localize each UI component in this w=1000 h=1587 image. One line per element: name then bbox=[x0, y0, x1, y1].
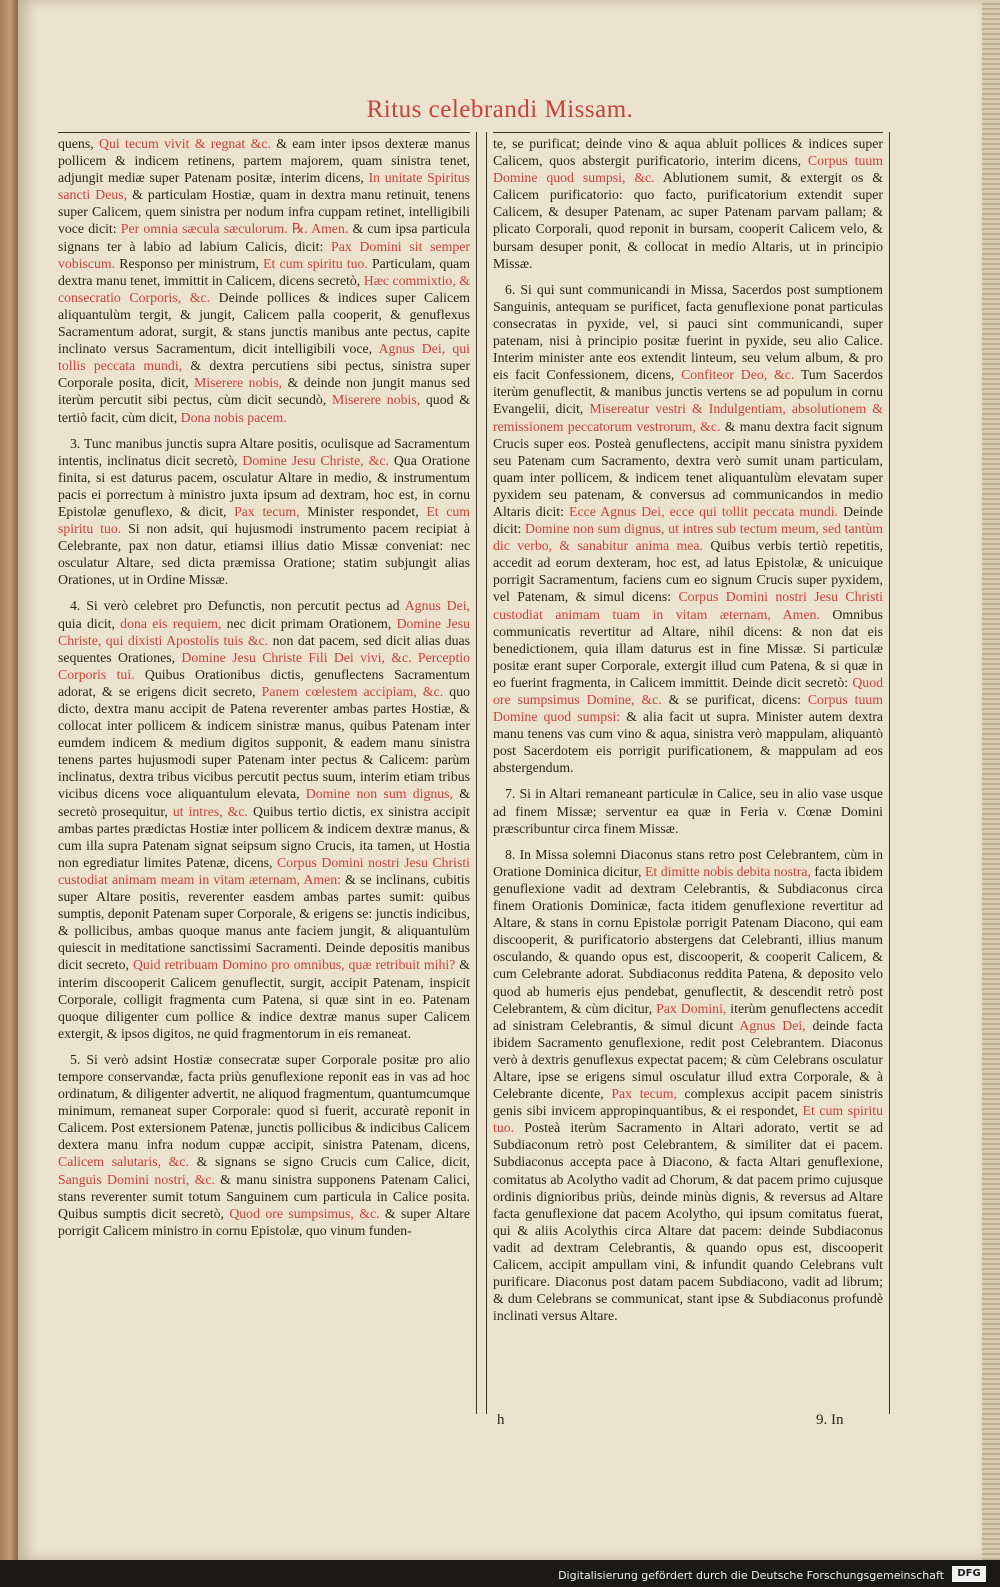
rubric-text: Qui tecum vivit & regnat &c. bbox=[98, 136, 271, 151]
body-text: 7. Si in Altari remaneant particulæ in Calice, seu in alio vase usque ad finem Missæ; serventur ea quæ in Feria v. Cœnæ Domini præscribuntur circa finem Missæ. bbox=[493, 786, 883, 836]
rubric-text: Sanguis Domini nostri, &c. bbox=[58, 1171, 215, 1187]
rubric-text: Calicem salutaris, &c. bbox=[58, 1154, 189, 1170]
body-text: & se inclinans, cubitis super Altare positis, reverenter easdem ambas partes sumit: quibus sumptis, deponit Patenam super Corporale, & erigens se: junctis indicibus, & pollicibus, ambas quoque manus ante faciem jungit, & aliquantulùm quiescit in meditatione sanctissimi Sacramenti. Deinde depositis manibus dicit secreto, bbox=[58, 871, 470, 973]
body-text: quens, bbox=[58, 136, 99, 151]
body-text: Omnibus communicatis revertitur ad Altare, nihil dicens: & non dat eis benedictionem, quia illam daturus est in fine Missæ. Si particulæ positæ erant super Corporale, extergit illud cum Patena, & si quæ in eo fuerint fragmenta, in Calicem immittit. Deinde dicit secretò: bbox=[493, 606, 883, 690]
rubric-text: Pax tecum, bbox=[234, 503, 300, 519]
rubric-text: Panem cœlestem accipiam, &c. bbox=[261, 683, 444, 699]
rubric-text: Pax Domini sit semper vobiscum. bbox=[58, 238, 470, 271]
rubric-text: Per omnia sæcula sæculorum. ℞. Amen. bbox=[120, 221, 349, 237]
body-text: Ablutionem sumit, & extergit os & Calicem purificatorio: quo facto, purificatorium extendit super Calicem, & desuper Patenam, ac super Patenam parvam pallam; & plicato Corporali, quod reponit in bursam, cooperit Calicem velo, & bursam desuper ponit, & collocat in medio Altaris, ut in principio Missæ. bbox=[493, 170, 883, 271]
rubric-text: Et cum spiritu tuo. bbox=[493, 1103, 883, 1136]
column-rule bbox=[493, 132, 883, 133]
body-text: Si non adsit, qui hujusmodi instrumento pacem recipiat à Celebrante, pax non datur, etiamsi illius datio Missæ conveniat: nec osculatur Altare, sed dicta præmissa Oratione; statim subjungit alias Orationes, ut in Ordine Missæ. bbox=[58, 521, 471, 588]
body-text: Minister respondet, bbox=[299, 503, 427, 519]
body-text: & secretò prosequitur, bbox=[58, 786, 470, 819]
body-text: & alia facit ut supra. Minister autem dextra manu tenens vas cum vino & aqua, sinistra verò mappulam, aliquantò post Sacerdotem eis porrigit purificationem, & mappulam ad eos abstergendum. bbox=[493, 709, 884, 776]
rubric-text: Agnus Dei, bbox=[404, 598, 470, 614]
body-text: nec dicit primam Orationem, bbox=[221, 615, 397, 631]
rubric-text: In unitate Spiritus sancti Deus, bbox=[58, 170, 470, 203]
paragraph bbox=[493, 281, 883, 777]
paragraph bbox=[58, 435, 470, 589]
rubric-text: Misereatur vestri & Indulgentiam, absolutionem & remissionem peccatorum vestrorum, &c. bbox=[493, 401, 883, 434]
body-text: deinde facta ibidem Sacramento genuflexione, redit post Celebrantem. Diaconus verò à dextris genuflexus expectat pacem; & cùm Celebrans osculatur Altare, ipse se erigens simul osculatur illud extra Corporale, & à Celebrante dicente, bbox=[493, 1017, 883, 1102]
rubric-text: Domine Jesu Christe Fili Dei vivi, &c. Perceptio Corporis tui. bbox=[58, 649, 471, 682]
column-rule bbox=[58, 132, 470, 133]
rubric-text: Domine Jesu Christe, qui dixisti Apostolis tuis &c. bbox=[58, 615, 470, 648]
body-text: Quibus Orationibus dictis, genuflectens Sacramentum adorat, & se erigens dicit secreto, bbox=[58, 666, 470, 699]
body-text: & deinde non jungit manus sed iterùm percutit sibi pectus, cùm dicit secundò, bbox=[58, 375, 470, 408]
rubric-text: Miserere nobis, bbox=[332, 392, 421, 408]
body-text: quia dicit, bbox=[58, 615, 121, 631]
paragraph bbox=[58, 1051, 470, 1239]
body-text: & signans se signo Crucis cum Calice, dicit, bbox=[188, 1154, 471, 1170]
rubric-text: Confiteor Deo, &c. bbox=[681, 367, 795, 383]
rubric-text: Agnus Dei, qui tollis peccata mundi, bbox=[58, 341, 470, 374]
body-text: Qua Oratione finita, si est daturus pacem, osculatur Altare in medio, & instrumentum pacis ei porrectum à ministro juxta ipsum ad dextram, hoc est, in cornu Epistolæ genuflexo, & dicit, bbox=[58, 452, 471, 519]
body-text: facta ibidem genuflexione vadit ad dextram Celebrantis, & Subdiaconus circa finem Orationis Dominicæ, facta itidem genuflexione revertitur ad Altare, & stans in cornu Epistolæ porrigit Patenam Diacono, qui eam discooperit, & purificatorio abstergens dat Celebranti, illius manum osculando, & quando opus est, discooperit, & cooperit Calicem, & cum Celebrante adorat. Subdiaconus reddita Patena, & deposito velo quod ab humeris ejus pendebat, genuflectit, & descendit retrò post Celebrantem, & cùm dicitur, bbox=[493, 863, 883, 1016]
body-text: complexus accipit pacem sinistris genis sibi invicem appropinquantibus, & ei respondet, bbox=[493, 1086, 883, 1119]
paragraph bbox=[58, 135, 470, 426]
rubric-text: Pax tecum, bbox=[611, 1086, 677, 1102]
body-text: 8. In Missa solemni Diaconus stans retro post Celebrantem, cùm in Oratione Dominica dicitur, bbox=[493, 846, 883, 879]
rubric-text: ut intres, &c. bbox=[172, 803, 248, 819]
paragraph bbox=[493, 135, 883, 272]
rubric-text: Domine non sum dignus, ut intres sub tectum meum, sed tantùm dic verbo, & sanabitur anima mea. bbox=[493, 521, 883, 554]
digitization-credit: Digitalisierung gefördert durch die Deutsche Forschungsgemeinschaft bbox=[558, 1569, 944, 1582]
body-text: & particulam Hostiæ, quam in dextra manu retinuit, tenens super Calicem, quem sinistra per nodum infra cuppam retinet, intelligibili voce dicit: bbox=[58, 187, 471, 237]
body-text: & se purificat, dicens: bbox=[661, 692, 808, 707]
paragraph bbox=[493, 846, 883, 1325]
body-text: te, se purificat; deinde vino & aqua abluit pollices & indices super Calicem, quos abstergit purificatorio, interim dicens, bbox=[493, 136, 883, 169]
rubric-text: Corpus tuum Domine quod sumpsi: bbox=[493, 692, 883, 725]
rubric-text: Agnus Dei, bbox=[739, 1017, 806, 1033]
body-text: Posteà iterùm Sacramento in Altari adorato, vertit se ad Subdiaconum retrò post Celebrantem, & similiter dat ei pacem. Subdiaconus accepta pace à Diacono, & facta Altari genuflexione, comitatus ab Acolytho vadit ad Chorum, & dat pacem primo cujusque ordinis dignioribus priùs, deinde minùs dignis, & reversus ad Altare facta genuflexione dat pacem Acolytho, qui ipsum comitatus fuerat, qui & aliis Acolythis circa Altare dat pacem: deinde Subdiaconus vadit ad dextram Celebrantis, & quando opus est, discooperit Calicem, accipit ampullam vini, & infundit quando Celebrans vult purificare. Diaconus post datam pacem Subdiacono, vadit ad librum; & dum Celebrans se communicat, stant ipse & Subdiaconus profundè inclinati versus Altare. bbox=[493, 1120, 883, 1324]
signature-mark: h bbox=[497, 1412, 505, 1428]
body-text: Responso per ministrum, bbox=[115, 255, 264, 271]
rubric-text: Miserere nobis, bbox=[194, 375, 283, 391]
body-text: 6. Si qui sunt communicandi in Missa, Sacerdos post sumptionem Sanguinis, antequam se purificet, facta genuflexione ponat particulas consecratas in pyxide, vel, si pauci sint communicandi, super patenam, nisi à principio positæ fuerint in pyxide, seu alio Calice. Interim minister ante eos extendit linteum, seu velum album, & pro eis facit Confessionem, dicens, bbox=[493, 281, 883, 383]
right-column bbox=[486, 132, 890, 1414]
body-text: & manu sinistra supponens Patenam Calici, stans reverenter sumit totum Sanguinem cum particula in Calice posita. Quibus sumptis dicit secretò, bbox=[58, 1171, 470, 1221]
rubric-text: Domine Jesu Christe, &c. bbox=[242, 452, 389, 468]
body-text: iterùm genuflectens accedit ad sinistram Celebrantis, & simul dicunt bbox=[493, 1000, 883, 1033]
body-text: & dextra percutiens sibi pectus, sinistra super Corporale posita, dicit, bbox=[58, 358, 470, 391]
body-text: & super Altare porrigit Calicem ministro in cornu Epistolæ, quo vinum funden- bbox=[58, 1205, 470, 1238]
rubric-text: Quod ore sumpsimus, &c. bbox=[229, 1205, 380, 1221]
paragraph bbox=[58, 597, 470, 1041]
body-text: Particulam, quam dextra manu tenet, immittit in Calicem, dicens secretò, bbox=[58, 255, 470, 288]
body-text: & manu dextra facit signum Crucis super eos. Posteà genuflectens, accipit manu sinistra pyxidem seu Patenam cum Sacramento, dextra verò sumit unam particulam, quam inter pollicem, & indicem tenet aliquantulùm elevatam super pyxidem seu patenam, & conversus ad communicandos in medio Altaris dicit: bbox=[493, 418, 883, 519]
body-text: Tum Sacerdos iterùm genuflectit, & manibus junctis vertens se ad populum in cornu Evangelii, dicit, bbox=[493, 367, 884, 417]
body-text: & interim discooperit Calicem genuflectit, surgit, accipit Patenam, inspicit Corporale, colligit fragmenta cum Patena, si quæ sint in eo. Patenam quoque diligenter cum pollice & indice dextræ manus super Calicem extergit, & ipsos digitos, ne quid fragmentorum in eis remaneat. bbox=[58, 957, 470, 1041]
rubric-text: Et cum spiritu tuo. bbox=[58, 503, 470, 537]
rubric-text: Corpus Domini nostri Jesu Christi custodiat animam meam in vitam æternam, Amen: bbox=[58, 854, 470, 887]
body-text: 3. Tunc manibus junctis supra Altare positis, oculisque ad Sacramentum intentis, inclinatus dicit secretò, bbox=[58, 435, 470, 468]
body-text: Quibus verbis tertiò repetitis, accedit ad eorum dexteram, hoc est, ad latus Epistolæ, & unicuique porrigit Sacramentum, faciens cum eo signum Crucis super pyxidem, vel Patenam, & simul dicens: bbox=[493, 538, 883, 605]
page-title: Ritus celebrandi Missam. bbox=[366, 96, 634, 123]
dfg-logo: DFG bbox=[952, 1566, 986, 1582]
rubric-text: Pax Domini, bbox=[656, 1000, 727, 1016]
body-text: 5. Si verò adsint Hostiæ consecratæ super Corporale positæ pro alio tempore conservandæ, facta priùs genuflexione reponit eas in vas ad hoc ordinatum, & diligenter advertit, ne aliquod fragmentum, quantumcumque minimum, remaneat super Corporale: quod si fuerit, accuratè reponit in Calicem. Post extersionem Patenæ, junctis pollicibus & indicibus Calicem dextera manu infra nodum cuppæ accipit, sinistra Patenam, dicens, bbox=[58, 1051, 470, 1153]
body-text: Quibus tertio dictis, ex sinistra accipit ambas partes prædictas Hostiæ inter pollicem & indicem dextræ manus, & cum illa supra Patenam signat seipsum signo Crucis, ita tamen, ut Hostia non egrediatur limites Patenæ, dicens, bbox=[58, 803, 470, 870]
rubric-text: dona eis requiem, bbox=[120, 615, 222, 631]
rubric-text: Quod ore sumpsimus Domine, &c. bbox=[493, 674, 883, 707]
rubric-text: Dona nobis pacem. bbox=[180, 409, 287, 425]
body-text: non dat pacem, sed dicit alias duas sequentes Orationes, bbox=[58, 632, 470, 665]
body-text: Deinde pollices & indices super Calicem aliquantulùm tergit, & jungit, Calicem palla cooperit, & genuflexus Sacramentum adorat, surgit, & stans junctis manibus ante pectus, capite inclinato versus Sacramentum, dicit intelligibili voce, bbox=[58, 289, 470, 357]
rubric-text: Domine non sum dignus, bbox=[305, 786, 453, 802]
rubric-text: Corpus tuum Domine quod sumpsi, &c. bbox=[493, 153, 883, 186]
page-edges bbox=[982, 0, 1000, 1560]
body-text: & eam inter ipsos dexteræ manus pollicem & indicem retinens, partem majorem, quam sinistra tenet, adjungit mediæ super Patenam positæ, interim dicens, bbox=[58, 136, 470, 186]
rubric-text: Corpus Domini nostri Jesu Christi custodiat animam tuam in vitam æternam, Amen. bbox=[493, 589, 883, 622]
body-text: quod & tertiò facit, cùm dicit, bbox=[58, 392, 470, 425]
body-text: & cum ipsa particula signans ter à labio ad labium Calicis, dicit: bbox=[58, 221, 470, 254]
rubric-text: Et cum spiritu tuo. bbox=[263, 255, 368, 271]
rubric-text: Hæc commixtio, & consecratio Corporis, &c. bbox=[58, 272, 470, 305]
body-text: Deinde dicit: bbox=[493, 503, 883, 537]
paragraph bbox=[493, 785, 883, 836]
body-text: 4. Si verò celebret pro Defunctis, non percutit pectus ad bbox=[70, 598, 405, 614]
body-text: quo dicto, dextra manu accipit de Patena reverenter ambas partes Hostiæ, & collocat inter pollicem & indicem sinistræ manus, quibus Patenam inter eumdem indicem & medium digitos supponit, & eadem manu sinistra tenens partes hujusmodi super Patenam inter pectus & Calicem: parùm inclinatus, dextra tribus vicibus percutit pectus suum, interim etiam tribus vicibus dicens voce aliquantulum elevata, bbox=[58, 683, 470, 802]
rubric-text: Quid retribuam Domino pro omnibus, quæ retribuit mihi? bbox=[132, 957, 456, 973]
left-column bbox=[58, 132, 477, 1414]
rubric-text: Ecce Agnus Dei, ecce qui tollit peccata mundi. bbox=[569, 503, 839, 519]
rubric-text: Et dimitte nobis debita nostra, bbox=[644, 863, 811, 879]
book-spine bbox=[0, 0, 18, 1560]
catchword: 9. In bbox=[816, 1412, 844, 1428]
